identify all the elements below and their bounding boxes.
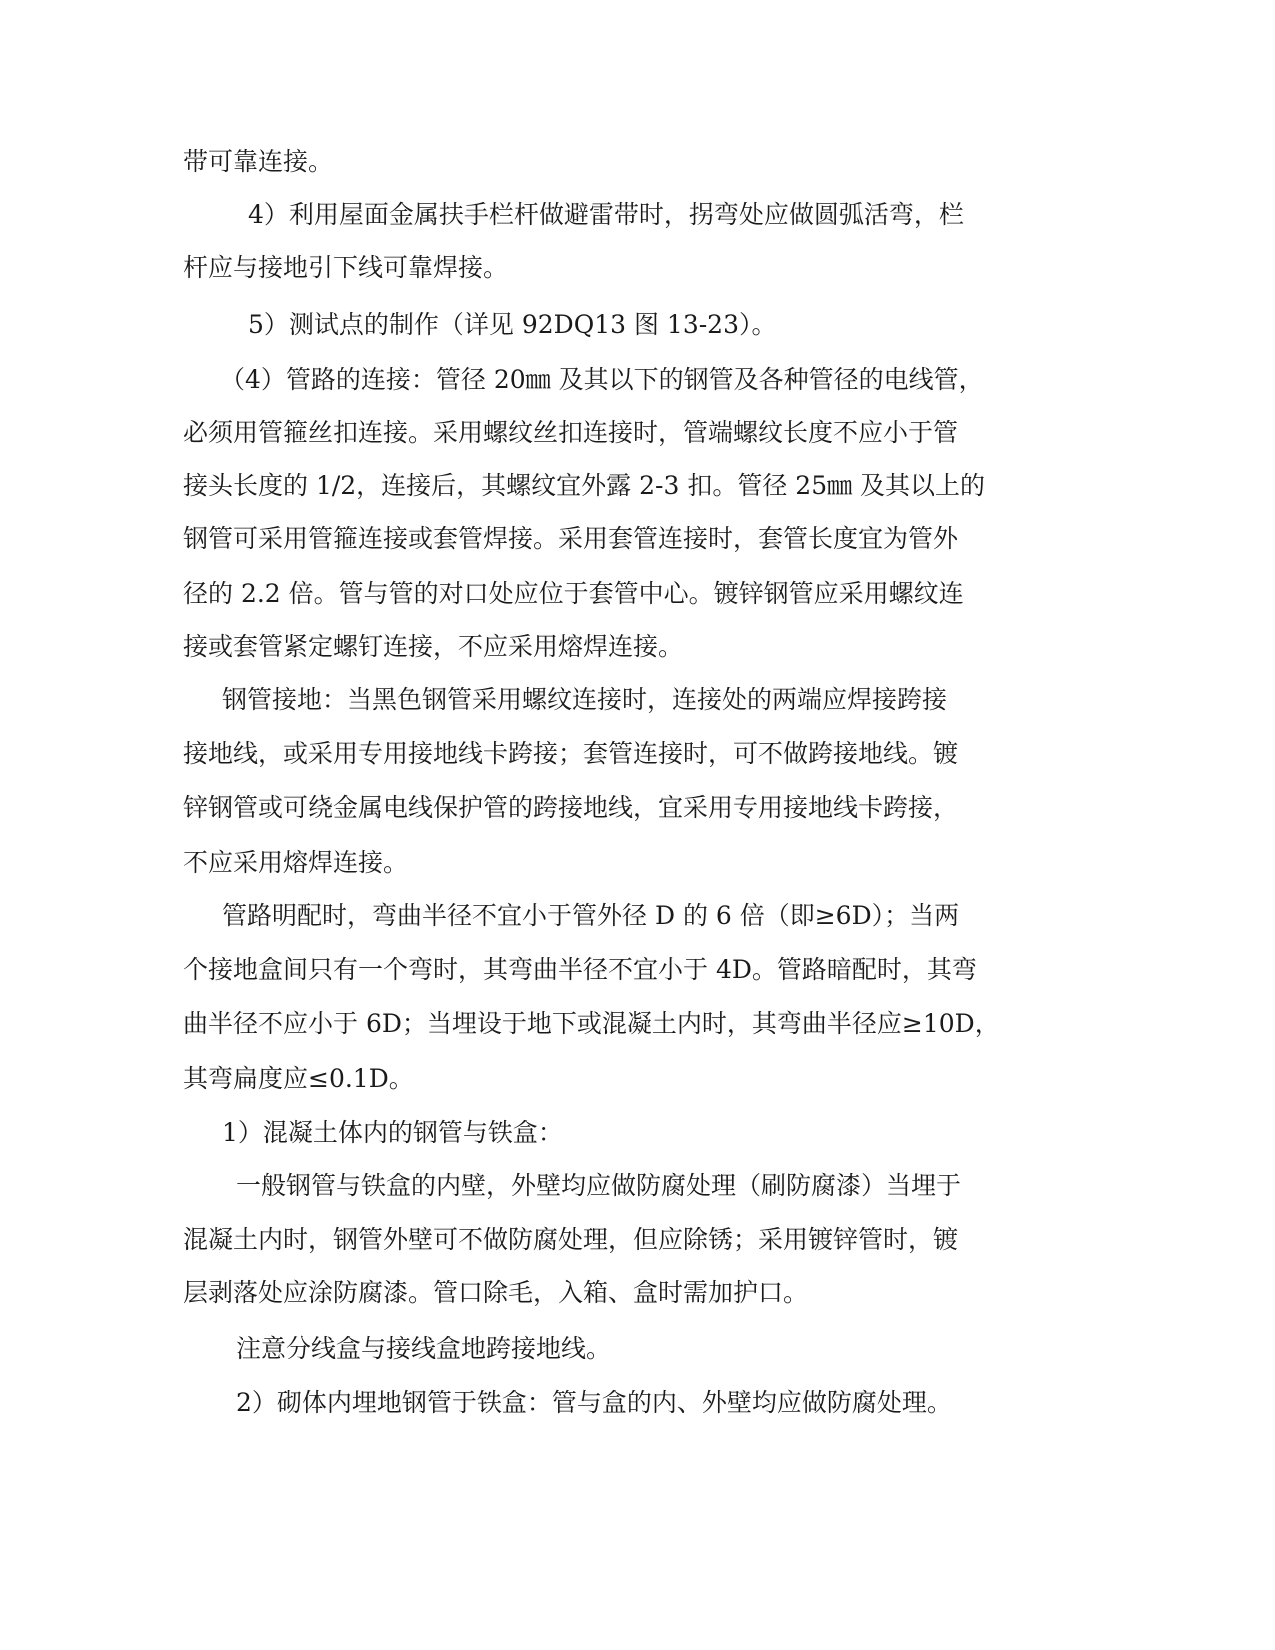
text-line: 个接地盒间只有一个弯时，其弯曲半径不宜小于 4D。管路暗配时，其弯 — [183, 955, 977, 984]
text-line: 2）砌体内埋地钢管于铁盒：管与盒的内、外壁均应做防腐处理。 — [236, 1388, 952, 1417]
text-line: 钢管接地：当黑色钢管采用螺纹连接时，连接处的两端应焊接跨接 — [222, 685, 948, 714]
text-line: 杆应与接地引下线可靠焊接。 — [183, 253, 509, 282]
text-line: 接地线，或采用专用接地线卡跨接；套管连接时，可不做跨接地线。镀 — [183, 739, 959, 768]
text-line: 4）利用屋面金属扶手栏杆做避雷带时，拐弯处应做圆弧活弯，栏 — [248, 200, 964, 229]
text-line: 径的 2.2 倍。管与管的对口处应位于套管中心。镀锌钢管应采用螺纹连 — [183, 579, 964, 608]
text-line: 1）混凝土体内的钢管与铁盒： — [222, 1118, 563, 1147]
text-line: 钢管可采用管箍连接或套管焊接。采用套管连接时，套管长度宜为管外 — [183, 524, 959, 553]
text-line: 不应采用熔焊连接。 — [183, 848, 409, 877]
text-line: （4）管路的连接：管径 20㎜ 及其以下的钢管及各种管径的电线管， — [220, 365, 984, 394]
text-line: 层剥落处应涂防腐漆。管口除毛，入箱、盒时需加护口。 — [183, 1278, 809, 1307]
text-line: 一般钢管与铁盒的内壁，外壁均应做防腐处理（刷防腐漆）当埋于 — [236, 1171, 962, 1200]
text-line: 5）测试点的制作（详见 92DQ13 图 13-23）。 — [248, 310, 777, 339]
text-line: 注意分线盒与接线盒地跨接地线。 — [236, 1334, 612, 1363]
text-line: 其弯扁度应≤0.1D。 — [183, 1064, 414, 1093]
text-line: 曲半径不应小于 6D；当埋设于地下或混凝土内时，其弯曲半径应≥10D， — [183, 1009, 1000, 1038]
text-line: 混凝土内时，钢管外壁可不做防腐处理，但应除锈；采用镀锌管时，镀 — [183, 1225, 959, 1254]
text-line: 必须用管箍丝扣连接。采用螺纹丝扣连接时，管端螺纹长度不应小于管 — [183, 418, 959, 447]
text-line: 带可靠连接。 — [183, 147, 334, 176]
text-line: 接头长度的 1/2，连接后，其螺纹宜外露 2-3 扣。管径 25㎜ 及其以上的 — [183, 471, 986, 500]
text-line: 锌钢管或可绕金属电线保护管的跨接地线，宜采用专用接地线卡跨接， — [183, 793, 959, 822]
text-line: 管路明配时，弯曲半径不宜小于管外径 D 的 6 倍（即≥6D）；当两 — [222, 901, 960, 930]
text-line: 接或套管紧定螺钉连接，不应采用熔焊连接。 — [183, 632, 684, 661]
